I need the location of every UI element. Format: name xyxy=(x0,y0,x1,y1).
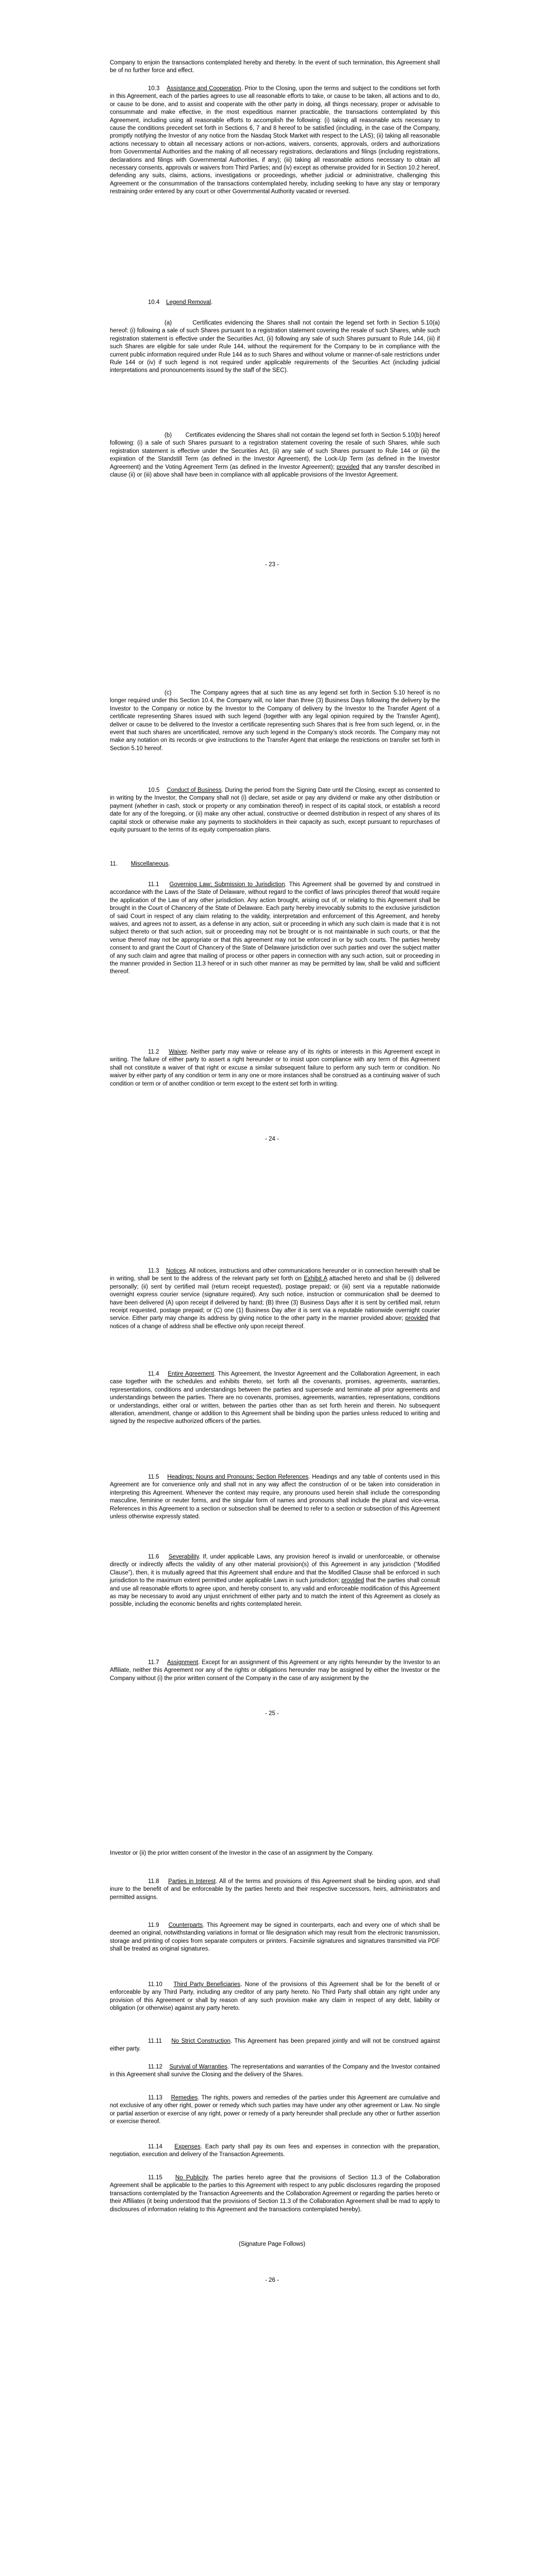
section-11-4: 11.4 Entire Agreement. This Agreement, the Investor Agreement and the Collaboration Agreement, in each case together with the schedules and exhibits thereto, set forth all the covenants, promises, agreements, warranties, representations, conditions and understandings between the parties and supersede and terminate all prior agreements and understandings between the parties. There are no covenants, promises, agreements, warranties, representations, conditions or understandings, either oral or written, between the parties other than as set forth herein and therein. No subsequent alteration, amendment, change or addition to this Agreement shall be binding upon the parties unless reduced to writing and signed by the respective authorized officers of the parties. xyxy=(110,1371,440,1425)
section-heading: Parties in Interest xyxy=(168,1878,216,1885)
section-11-6: 11.6 Severability. If, under applicable Laws, any provision hereof is invalid or unenforceable, or otherwise directly or indirectly affects the validity of any other material provision(s) of this Agreement in any jurisdiction (“Modified Clause”), then, it is mutually agreed that this Agreement shall endure and that the Modified Clause shall be enforced in such jurisdiction to the maximum extent permitted under applicable Laws in such jurisdiction; provided that the parties shall consult and use all reasonable efforts to agree upon, and hereby consent to, any valid and enforceable modification of this Agreement as may be necessary to avoid any unjust enrichment of either party and to match the intent of this Agreement as closely as possible, including the economic benefits and rights contemplated herein. xyxy=(110,1554,440,1608)
page-number: - 23 - xyxy=(265,562,279,568)
page-number: - 25 - xyxy=(265,1710,279,1717)
section-heading: Remedies xyxy=(171,2095,198,2101)
section-11-11: 11.11 No Strict Construction. This Agreement has been prepared jointly and will not be construed against either party. xyxy=(110,2038,440,2053)
section-heading: No Strict Construction xyxy=(171,2038,230,2044)
section-heading: Counterparts xyxy=(168,1922,203,1928)
section-11-13: 11.13 Remedies. The rights, powers and remedies of the parties under this Agreement are cumulative and not exclusive of any other right, power or remedy which such parties may have under any other agreement or Law. No single or partial assertion or exercise of any right, power or remedy of a party hereunder shall preclude any other or further assertion or exercise thereof. xyxy=(110,2095,440,2125)
section-11-1: 11.1 Governing Law; Submission to Jurisdiction. This Agreement shall be governed by and construed in accordance with the Laws of the State of Delaware, without regard to the conflict of laws principles thereof that would require the application of the Law of any other jurisdiction. Any action brought, arising out of, or relating to this Agreement shall be brought in the Court of Chancery of the State of Delaware. Each party hereby irrevocably submits to the exclusive jurisdiction of said Court in respect of any claim relating to the validity, interpretation and enforcement of this Agreement, and hereby waives, and agrees not to assert, as a defense in any action, suit or proceeding in which any such claim is made that it is not subject thereto or that such action, suit or proceeding may not be brought or is not maintainable in such courts, or that the venue thereof may not be appropriate or that this agreement may not be enforced in or by such courts. The parties hereby consent to and grant the Court of Chancery of the State of Delaware jurisdiction over such parties and over the subject matter of any such claim and agree that mailing of process or other papers in connection with any such action, suit or proceeding in the manner provided in Section 11.3 hereof or in such other manner as may be permitted by law, shall be valid and sufficient thereof. xyxy=(110,882,440,975)
page-number: - 24 - xyxy=(265,1136,279,1142)
paragraph-continuation: Company to enjoin the transactions contemplated hereby and thereby. In the event of such termination, this Agreement shall be of no further force and effect. xyxy=(110,60,440,74)
section-heading: Third Party Beneficiaries xyxy=(173,1981,241,1988)
section-heading: Notices xyxy=(166,1268,186,1274)
section-heading: Assignment xyxy=(167,1659,199,1666)
page-number: - 26 - xyxy=(265,2277,279,2283)
section-heading: No Publicity xyxy=(175,2175,208,2181)
section-11-3: 11.3 Notices. All notices, instructions and other communications hereunder or in connection herewith shall be in writing, shall be sent to the address of the relevant party set forth on Exhibit A attached hereto and shall be (i) delivered personally; (ii) sent by certified mail (return receipt requested), postage prepaid; or (iii) sent via a reputable nationwide overnight express courier service (signature required). Any such notice, instruction or communication shall be deemed to have been delivered (A) upon receipt if delivered by hand; (B) three (3) Business Days after it is sent by certified mail, return receipt requested, postage prepaid; or (C) one (1) Business Day after it is sent via a reputable nationwide overnight courier service. Either party may change its address by giving notice to the other party in the manner provided above; provided that notices of a change of address shall be effective only upon receipt thereof. xyxy=(110,1268,440,1330)
section-11-12: 11.12 Survival of Warranties. The representations and warranties of the Company and the Investor contained in this Agreement shall survive the Closing and the delivery of the Shares. xyxy=(110,2064,440,2078)
article-heading: Miscellaneous xyxy=(130,861,169,867)
paragraph-continuation: Investor or (ii) the prior written consent of the Investor in the case of an assignment by the Company. xyxy=(110,1850,374,1856)
section-11-14: 11.14 Expenses. Each party shall pay its own fees and expenses in connection with the preparation, negotiation, execution and delivery of the Transaction Agreements. xyxy=(110,2144,440,2158)
section-10-4-c: (c) The Company agrees that at such time as any legend set forth in Section 5.10 hereof is no longer required under this Section 10.4, the Company will, no later than three (3) Business Days following the delivery by the Investor to the Company or notice by the Investor to the Company of delivery by the Investor to the Transfer Agent of a certificate representing Shares issued with such legend (together with any legal opinion required by the Transfer Agent), deliver or cause to be delivered to the Investor a certificate representing such Shares that is free from such legend, or, in the event that such shares are uncertificated, remove any such legend in the Company’s stock records. The Company may not make any notation on its records or give instructions to the Transfer Agent that enlarge the restrictions on transfer set forth in Section 5.10 hereof. xyxy=(110,690,440,752)
section-heading: Waiver xyxy=(169,1049,187,1055)
section-11-8: 11.8 Parties in Interest. All of the terms and provisions of this Agreement shall be binding upon, and shall inure to the benefit of and be enforceable by the parties hereto and their respective successors, heirs, administrators and permitted assigns. xyxy=(110,1878,440,1901)
section-heading: Survival of Warranties xyxy=(169,2064,227,2070)
section-heading: Assistance and Cooperation xyxy=(167,86,241,92)
section-10-4-a: (a) Certificates evidencing the Shares shall not contain the legend set forth in Section 5.10(a) hereof: (i) following a sale of such Shares pursuant to a registration statement covering the resale of such Shares, while such registration statement is effective under the Securities Act, (ii) following any sale of such Shares pursuant to Rule 144, (iii) if such Shares are eligible for sale under Rule 144, without the requirement for the Company to be in compliance with the current public information required under Rule 144 as to such Shares and without volume or manner-of-sale restrictions under Rule 144 or (iv) if such legend is not required under applicable requirements of the Securities Act (including judicial interpretations and pronouncements issued by the staff of the SEC). xyxy=(110,320,440,374)
section-10-3: 10.3 Assistance and Cooperation. Prior to the Closing, upon the terms and subject to the conditions set forth in this Agreement, each of the parties agrees to use all reasonable efforts to take, or cause to be taken, all actions and to do, or cause to be done, and to assist and cooperate with the other party in doing, all things necessary, proper or advisable to consummate and make effective, in the most expeditious manner practicable, the transactions contemplated by this Agreement, including using all reasonable efforts to accomplish the following: (i) taking all reasonable acts necessary to cause the conditions precedent set forth in Sections 6, 7 and 8 hereof to be satisfied (including, in the case of the Company, promptly notifying the Investor of any notice from the Nasdaq Stock Market with respect to the LAS); (ii) taking all reasonable actions necessary to obtain all necessary actions or non-actions, waivers, consents, approvals, orders and authorizations from Governmental Authorities and the making of all necessary registrations, declarations and filings (including registrations, declarations and filings with Governmental Authorities, if any); (iii) taking all reasonable actions necessary to obtain all necessary consents, approvals or waivers from Third Parties; and (iv) except as otherwise provided for in Section 10.2 hereof, defending any suits, claims, actions, investigations or proceedings, whether judicial or administrative, challenging this Agreement or the consummation of the transactions contemplated hereby, including seeking to have any stay or temporary restraining order entered by any court or other Governmental Authority vacated or reversed. xyxy=(110,86,440,195)
signature-page-note: (Signature Page Follows) xyxy=(238,2241,306,2247)
section-11-7: 11.7 Assignment. Except for an assignment of this Agreement or any rights hereunder by the Investor to an Affiliate, neither this Agreement nor any of the rights or obligations hereunder may be assigned by either the Investor or the Company without (i) the prior written consent of the Company in the case of any assignment by the xyxy=(110,1659,440,1682)
section-heading: Entire Agreement xyxy=(168,1371,215,1377)
section-heading: Severability xyxy=(168,1554,199,1560)
section-11-10: 11.10 Third Party Beneficiaries. None of the provisions of this Agreement shall be for the benefit of or enforceable by any Third Party, including any creditor of any party hereto. No Third Party shall obtain any right under any provision of this Agreement or shall by reason of any such provision make any claim in respect of any debt, liability or obligation (or otherwise) against any party hereto. xyxy=(110,1981,440,2012)
section-heading: Governing Law; Submission to Jurisdiction xyxy=(169,882,285,888)
section-11-9: 11.9 Counterparts. This Agreement may be signed in counterparts, each and every one of which shall be deemed an original, notwithstanding variations in format or file designation which may result from the electronic transmission, storage and printing of copies from separate computers or printers. Facsimile signatures and signatures transmitted via PDF shall be treated as original signatures. xyxy=(110,1922,440,1953)
section-heading: Expenses xyxy=(174,2144,201,2150)
section-11-15: 11.15 No Publicity. The parties hereto agree that the provisions of Section 11.3 of the Collaboration Agreement shall be applicable to the parties to this Agreement with respect to any public disclosures regarding the proposed transactions contemplated by the Transaction Agreements and the Collaboration Agreement or regarding the parties hereto or their Affiliates (it being understood that the provisions of Section 11.3 of the Collaboration Agreement shall be mad to apply to disclosures of information relating to this Agreement and the transactions contemplated hereby). xyxy=(110,2175,440,2213)
section-10-4: 10.4 Legend Removal. xyxy=(148,299,213,306)
section-11-2: 11.2 Waiver. Neither party may waive or release any of its rights or interests in this Agreement except in writing. The failure of either party to assert a right hereunder or to insist upon compliance with any term of this Agreement shall not constitute a waiver of that right or excuse a similar subsequent failure to perform any such term or condition. No waiver by either party of any condition or term in any one or more instances shall be construed as a continuing waiver of such condition or term or of another condition or term except to the extent set forth in writing. xyxy=(110,1049,440,1087)
section-heading: Legend Removal xyxy=(166,299,211,306)
section-11-5: 11.5 Headings; Nouns and Pronouns; Section References. Headings and any table of contents used in this Agreement are for convenience only and shall not in any way affect the construction of or be taken into consideration in interpreting this Agreement. Whenever the context may require, any pronouns used herein shall include the corresponding masculine, feminine or neuter forms, and the singular form of names and pronouns shall include the plural and vice-versa. References in this Agreement to a section or subsection shall be deemed to refer to a section or subsection of this Agreement unless otherwise expressly stated. xyxy=(110,1474,440,1520)
section-heading: Conduct of Business xyxy=(167,787,222,793)
section-10-5: 10.5 Conduct of Business. During the period from the Signing Date until the Closing, except as consented to in writing by the Investor, the Company shall not (i) declare, set aside or pay any dividend or make any other distribution or payment (whether in cash, stock or property or any combination thereof) in respect of its capital stock, or establish a record date for any of the foregoing, or (ii) make any other actual, constructive or deemed distribution in respect of any shares of its capital stock or otherwise make any payments to stockholders in their capacity as such, except pursuant to repurchases of equity pursuant to the terms of its equity compensation plans. xyxy=(110,787,440,834)
section-heading: Headings; Nouns and Pronouns; Section References xyxy=(167,1474,309,1480)
section-10-4-b: (b) Certificates evidencing the Shares shall not contain the legend set forth in Section 5.10(b) hereof following: (i) a sale of such Shares pursuant to a registration statement covering the resale of such Shares, while such registration statement is effective under the Securities Act, (ii) any sale of such Shares pursuant to Rule 144 or (iii) the expiration of the Standstill Term (as defined in the Investor Agreement), the Lock-Up Term (as defined in the Investor Agreement) and the Voting Agreement Term (as defined in the Investor Agreement); provided that any transfer described in clause (ii) or (iii) above shall have been in compliance with all applicable provisions of the Investor Agreement. xyxy=(110,432,440,479)
article-11: 11. Miscellaneous. xyxy=(110,861,170,867)
